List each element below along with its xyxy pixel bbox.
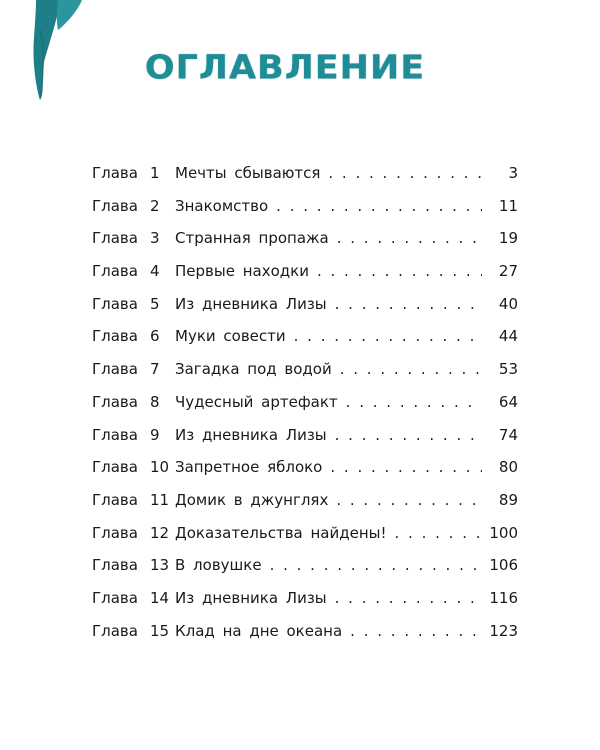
- dot-leader: [335, 295, 482, 313]
- toc-entry[interactable]: [92, 360, 518, 393]
- toc-entry[interactable]: [92, 491, 518, 524]
- chapter-title: Из дневника Лизы: [175, 294, 327, 313]
- chapter-title: Муки совести: [175, 327, 286, 346]
- chapter-number: 5: [150, 294, 160, 313]
- toc-entry[interactable]: [92, 164, 518, 197]
- dot-leader: [336, 491, 482, 509]
- chapter-page-number: 3: [508, 164, 518, 182]
- chapter-word: Глава: [92, 588, 138, 607]
- chapter-number: 6: [150, 327, 160, 346]
- chapter-title: Знакомство: [175, 196, 269, 215]
- chapter-number: 3: [150, 229, 160, 248]
- chapter-title: Чудесный артефакт: [175, 392, 338, 411]
- chapter-number: 12: [150, 523, 170, 542]
- dot-leader: [328, 164, 482, 182]
- toc-entry[interactable]: [92, 295, 518, 328]
- chapter-title: Из дневника Лизы: [175, 588, 327, 607]
- chapter-word: Глава: [92, 262, 138, 281]
- chapter-word: Глава: [92, 327, 138, 346]
- dot-leader: [330, 458, 482, 476]
- chapter-word: Глава: [92, 523, 138, 542]
- chapter-number: 4: [150, 262, 160, 281]
- chapter-word: Глава: [92, 229, 138, 248]
- dot-leader: [270, 556, 482, 574]
- toc-entry[interactable]: [92, 229, 518, 262]
- chapter-page-number: 106: [489, 556, 518, 575]
- chapter-page-number: 27: [498, 262, 518, 281]
- chapter-page-number: 44: [498, 327, 518, 346]
- dot-leader: [337, 229, 482, 247]
- chapter-title: Домик в джунглях: [175, 490, 329, 509]
- toc-entry[interactable]: [92, 426, 518, 459]
- toc-entry[interactable]: [92, 622, 518, 655]
- chapter-page-number: 89: [498, 490, 518, 509]
- table-of-contents: [92, 164, 518, 654]
- dot-leader: [340, 360, 482, 378]
- chapter-title: Мечты сбываются: [175, 164, 321, 182]
- chapter-number: 7: [150, 360, 160, 379]
- chapter-word: Глава: [92, 392, 138, 411]
- chapter-number: 1: [150, 164, 160, 182]
- toc-entry[interactable]: [92, 327, 518, 360]
- chapter-title: Клад на дне океана: [175, 621, 343, 640]
- page-title: [0, 48, 600, 88]
- chapter-word: Глава: [92, 360, 138, 379]
- toc-entry[interactable]: [92, 524, 518, 557]
- dot-leader: [294, 327, 482, 345]
- toc-entry[interactable]: [92, 262, 518, 295]
- chapter-number: 2: [150, 196, 160, 215]
- dot-leader: [346, 393, 482, 411]
- toc-entry[interactable]: [92, 458, 518, 491]
- dot-leader: [395, 524, 482, 542]
- chapter-page-number: 19: [498, 229, 518, 248]
- chapter-word: Глава: [92, 556, 138, 575]
- chapter-number: 15: [150, 621, 170, 640]
- chapter-title: В ловушке: [175, 556, 262, 575]
- chapter-word: Глава: [92, 425, 138, 444]
- toc-entry[interactable]: [92, 556, 518, 589]
- chapter-page-number: 74: [498, 425, 518, 444]
- chapter-title: Из дневника Лизы: [175, 425, 327, 444]
- chapter-number: 13: [150, 556, 170, 575]
- chapter-word: Глава: [92, 458, 138, 477]
- chapter-number: 9: [150, 425, 160, 444]
- chapter-word: Глава: [92, 621, 138, 640]
- dot-leader: [317, 262, 482, 280]
- toc-entry[interactable]: [92, 197, 518, 230]
- chapter-page-number: 116: [489, 588, 518, 607]
- chapter-word: Глава: [92, 196, 138, 215]
- chapter-page-number: 53: [498, 360, 518, 379]
- chapter-page-number: 11: [498, 196, 518, 215]
- toc-entry[interactable]: [92, 393, 518, 426]
- chapter-page-number: 123: [489, 621, 518, 640]
- chapter-word: Глава: [92, 294, 138, 313]
- page-title-text: ОГЛАВЛЕНИЕ: [144, 49, 426, 87]
- chapter-number: 10: [150, 458, 170, 477]
- chapter-page-number: 80: [498, 458, 518, 477]
- dot-leader: [335, 426, 482, 444]
- chapter-number: 8: [150, 392, 160, 411]
- dot-leader: [335, 589, 482, 607]
- chapter-page-number: 40: [498, 294, 518, 313]
- chapter-title: Загадка под водой: [175, 360, 332, 379]
- chapter-title: Первые находки: [175, 262, 309, 281]
- dot-leader: [350, 622, 482, 640]
- chapter-word: Глава: [92, 164, 138, 182]
- toc-entry[interactable]: [92, 589, 518, 622]
- chapter-number: 14: [150, 588, 170, 607]
- chapter-title: Странная пропажа: [175, 229, 329, 248]
- chapter-number: 11: [150, 490, 170, 509]
- dot-leader: [276, 197, 482, 215]
- chapter-page-number: 64: [498, 392, 518, 411]
- chapter-title: Запретное яблоко: [175, 458, 323, 477]
- chapter-title: Доказательства найдены!: [175, 523, 387, 542]
- chapter-word: Глава: [92, 490, 138, 509]
- chapter-page-number: 100: [489, 523, 518, 542]
